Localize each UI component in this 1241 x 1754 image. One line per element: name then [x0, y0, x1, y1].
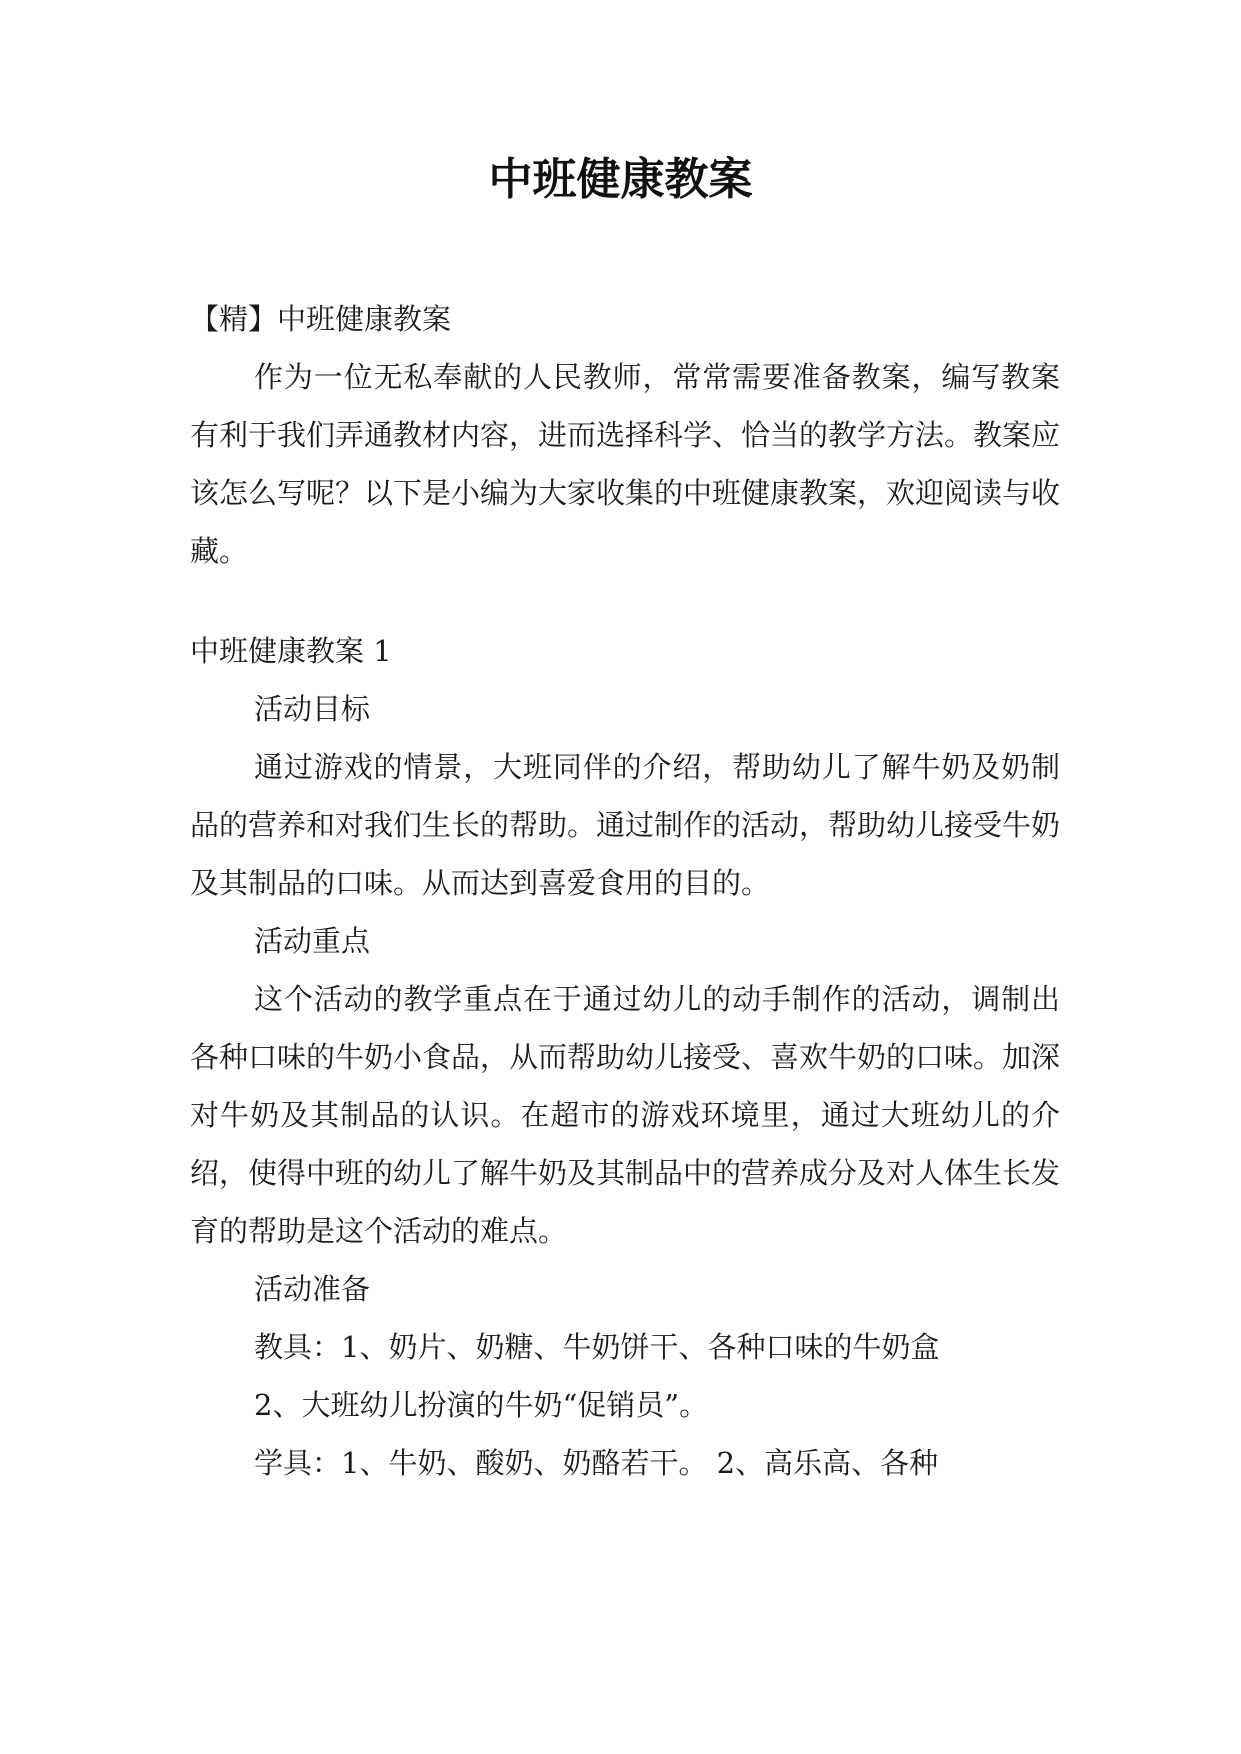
- intro-paragraph: 作为一位无私奉献的人民教师，常常需要准备教案，编写教案有利于我们弄通教材内容，进而选择科学、恰当的教学方法。教案应该怎么写呢？以下是小编为大家收集的中班健康教案，欢迎阅读与收藏。: [190, 360, 1061, 568]
- document-body: [190, 290, 1060, 1492]
- focus-paragraph: 这个活动的教学重点在于通过幼儿的动手制作的活动，调制出各种口味的牛奶小食品，从而帮助幼儿接受、喜欢牛奶的口味。加深对牛奶及其制品的认识。在超市的游戏环境里，通过大班幼儿的介绍，使得中班的幼儿了解牛奶及其制品中的营养成分及对人体生长发育的帮助是这个活动的难点。: [190, 982, 1061, 1248]
- prep-heading: 活动准备: [254, 1272, 371, 1306]
- goal-paragraph: 通过游戏的情景，大班同伴的介绍，帮助幼儿了解牛奶及奶制品的营养和对我们生长的帮助。通过制作的活动，帮助幼儿接受牛奶及其制品的口味。从而达到喜爱食用的目的。: [190, 750, 1061, 900]
- paragraph-gap: [190, 580, 1060, 622]
- section-heading: 中班健康教案 1: [190, 634, 392, 668]
- focus-heading: 活动重点: [254, 924, 371, 958]
- goal-heading: 活动目标: [254, 692, 371, 726]
- prep-learning-aids: 学具：1、牛奶、酸奶、奶酪若干。 2、高乐高、各种: [254, 1446, 939, 1480]
- document-subtitle: 【精】中班健康教案: [190, 302, 452, 336]
- prep-teaching-aids: 教具：1、奶片、奶糖、牛奶饼干、各种口味的牛奶盒: [254, 1330, 940, 1364]
- prep-promoter: 2、大班幼儿扮演的牛奶“促销员”。: [254, 1388, 709, 1422]
- document-title: 中班健康教案: [488, 154, 753, 205]
